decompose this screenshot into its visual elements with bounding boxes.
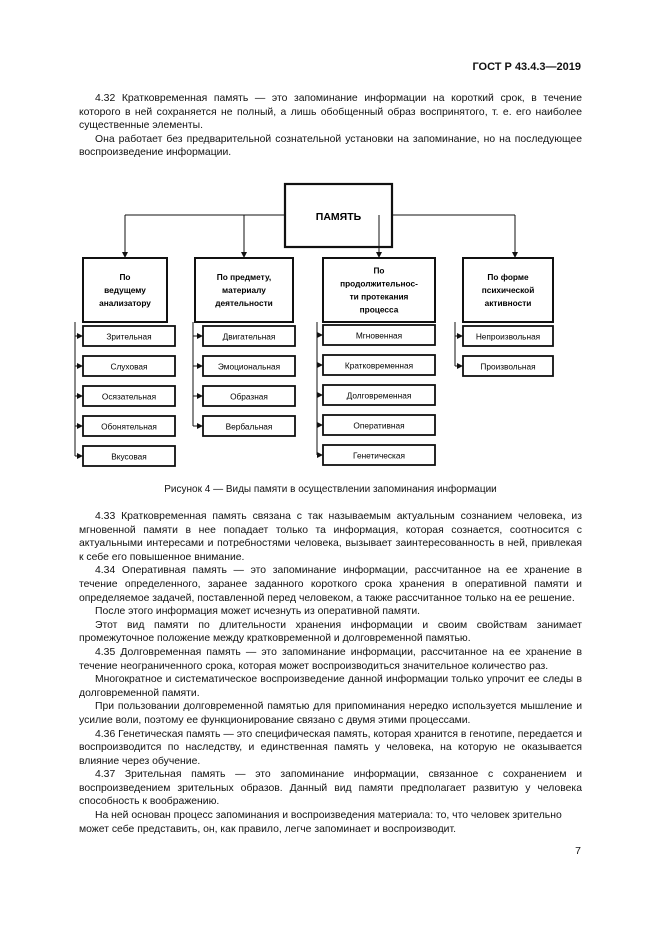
category-label: По предмету, xyxy=(216,272,272,282)
item-label: Зрительная xyxy=(106,331,152,342)
paragraph: 4.35 Долговременная память — это запоминание информации, рассчитанное на ее хранение в течение неограниченного срока, которая может воспроизводиться значительное количество раз. xyxy=(79,646,582,672)
category-label: деятельности xyxy=(215,298,273,308)
memory-types-diagram xyxy=(0,175,661,475)
page-number: 7 xyxy=(575,845,581,857)
category-label: материалу xyxy=(222,285,266,295)
category-label: продолжительнос- xyxy=(340,278,418,289)
root-label: ПАМЯТЬ xyxy=(315,211,362,223)
standard-designation: ГОСТ Р 43.4.3—2019 xyxy=(472,61,581,73)
item-label: Осязательная xyxy=(101,391,157,402)
paragraph: 4.36 Генетическая память — это специфическая память, которая хранится в генотипе, передается и воспроизводится по наследству, и единственная память у человека, на которую не оказывается влияние через обучение. xyxy=(79,728,582,767)
paragraph: Она работает без предварительной сознательной установки на запоминание, но на последующее воспроизведение информации. xyxy=(79,133,582,159)
paragraph: 4.34 Оперативная память — это запоминание информации, рассчитанное на ее хранение в течение определенного, заранее заданного короткого срока хранения в оперативной памяти и определяемое задачей, поставленной перед человеком, а также рассчитанное только на ее решение. xyxy=(79,565,582,604)
intro-text xyxy=(79,92,582,160)
item-label: Произвольная xyxy=(480,361,536,372)
paragraph: 4.32 Кратковременная память — это запоминание информации на короткий срок, в течение которого в ней сохраняется не полный, а лишь обобщенный образ воспринятого, т. е. его наиболее существенные элементы. xyxy=(79,93,582,132)
category-label: активности xyxy=(484,298,532,308)
paragraph: После этого информация может исчезнуть из оперативной памяти. xyxy=(95,606,421,618)
category-label: По xyxy=(373,265,385,276)
paragraph: 4.37 Зрительная память — это запоминание информации, связанное с сохранением и воспроизведением зрительных образов. Данный вид памяти предполагает развитую у человека способность к воображению. xyxy=(79,769,582,808)
figure-caption: Рисунок 4 — Виды памяти в осуществлении запоминания информации xyxy=(164,484,497,495)
item-label: Вкусовая xyxy=(111,451,147,462)
category-label: По xyxy=(119,272,131,282)
item-label: Двигательная xyxy=(222,331,276,342)
item-label: Обонятельная xyxy=(101,421,157,432)
item-label: Образная xyxy=(230,391,268,402)
category-label: анализатору xyxy=(99,298,151,308)
category-label: процесса xyxy=(359,304,399,315)
category-label: ти протекания xyxy=(349,291,409,302)
paragraph: На ней основан процесс запоминания и воспроизведения материала: то, что человек зрительно может себе представить, он, как правило, легче запоминает и воспроизводит. xyxy=(79,810,562,835)
item-label: Долговременная xyxy=(346,390,412,401)
paragraph: Многократное и систематическое воспроизведение данной информации только упрочит ее следы в долговременной памяти. xyxy=(79,674,582,699)
item-label: Непроизвольная xyxy=(475,331,541,342)
item-label: Оперативная xyxy=(353,420,405,431)
item-label: Слуховая xyxy=(110,361,148,372)
item-label: Мгновенная xyxy=(355,330,403,341)
category-label: ведущему xyxy=(104,285,146,295)
paragraph: 4.33 Кратковременная память связана с так называемым актуальным сознанием человека, из мгновенной памяти в нее попадает только та информация, которая сознается, соотносится с актуальными интересами и потребностями человека, вызывает заинтересованность в ней, привлекая к себе его повышенное внимание. xyxy=(79,511,582,563)
paragraph: Этот вид памяти по длительности хранения информации и своим свойствам занимает промежуточное положение между кратковременной и долговременной памятью. xyxy=(79,619,582,645)
item-label: Генетическая xyxy=(353,450,405,461)
category-label: По форме xyxy=(487,272,529,282)
body-text xyxy=(79,510,582,836)
paragraph: При пользовании долговременной памятью для припоминания нередко используется мышление и усилие воли, поэтому ее функционирование связано с двумя этими процессами. xyxy=(79,701,582,726)
category-label: психической xyxy=(481,285,535,295)
item-label: Эмоциональная xyxy=(217,361,281,372)
item-label: Кратковременная xyxy=(344,360,414,371)
item-label: Вербальная xyxy=(225,421,273,432)
